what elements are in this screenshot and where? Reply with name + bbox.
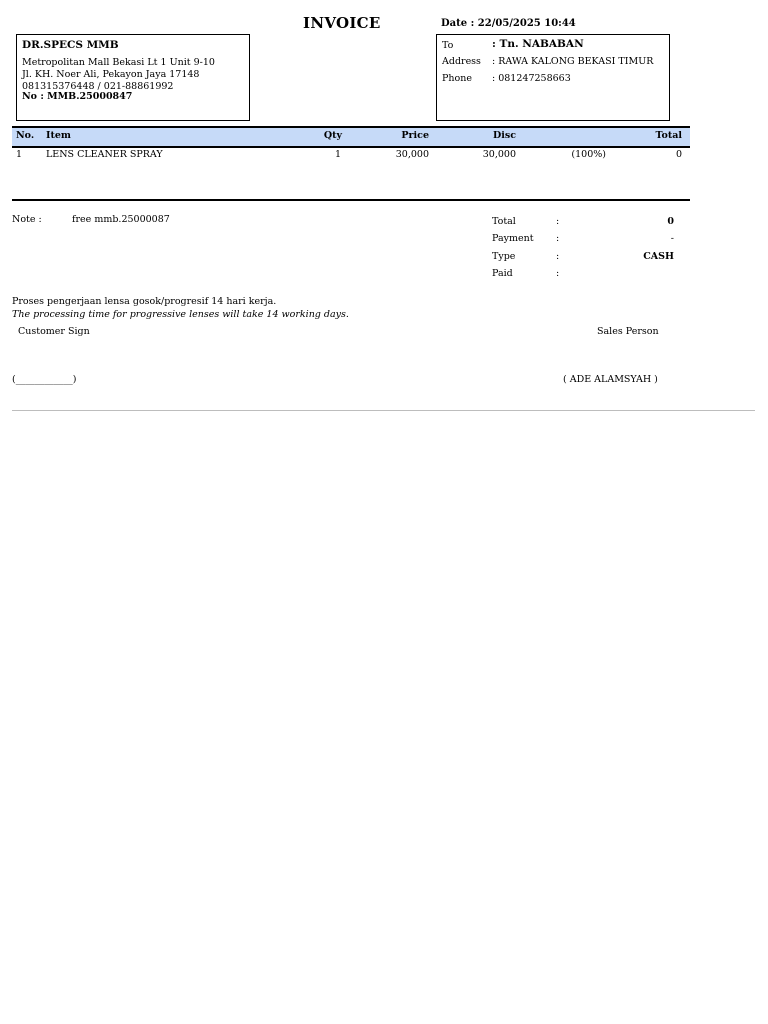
- row-price: 30,000: [395, 149, 429, 160]
- row-no: 1: [16, 149, 23, 160]
- customer-phone: : 081247258663: [492, 73, 571, 84]
- summary-payment-value: -: [670, 233, 674, 244]
- store-name: DR.SPECS MMB: [22, 39, 119, 51]
- col-qty-header: Qty: [323, 130, 342, 141]
- customer-name: : Tn. NABABAN: [492, 38, 584, 50]
- summary-total-label: Total: [492, 216, 516, 227]
- invoice-title: INVOICE: [303, 14, 381, 32]
- col-no-header: No.: [16, 130, 35, 141]
- col-price-header: Price: [401, 130, 429, 141]
- sales-person-name: ( ADE ALAMSYAH ): [563, 374, 658, 385]
- sales-person-label: Sales Person: [597, 326, 659, 337]
- customer-address-label: Address: [442, 56, 481, 67]
- processing-note-en: The processing time for progressive lenses will take 14 working days.: [12, 309, 349, 320]
- store-phone: 081315376448 / 021-88861992: [22, 81, 174, 92]
- table-row: [12, 149, 690, 163]
- col-disc-header: Disc: [493, 130, 516, 141]
- processing-note-id: Proses pengerjaan lensa gosok/progresif 14 hari kerja.: [12, 296, 277, 307]
- col-total-header: Total: [655, 130, 682, 141]
- summary-total-value: 0: [667, 216, 674, 227]
- col-item-header: Item: [46, 130, 71, 141]
- table-bottom-rule: [12, 199, 690, 201]
- customer-info-box: [436, 34, 670, 121]
- invoice-number: No : MMB.25000847: [22, 91, 133, 102]
- row-total: 0: [675, 149, 682, 160]
- summary-type-colon: :: [556, 251, 560, 262]
- page-divider: [12, 410, 755, 411]
- row-disc-percent: (100%): [571, 149, 606, 160]
- row-disc: 30,000: [482, 149, 516, 160]
- customer-sign-label: Customer Sign: [18, 326, 90, 337]
- items-table-header: [12, 126, 690, 148]
- invoice-date: Date : 22/05/2025 10:44: [441, 18, 576, 29]
- customer-to-label: To: [442, 40, 454, 51]
- summary-payment-label: Payment: [492, 233, 534, 244]
- summary-type-label: Type: [492, 251, 516, 262]
- store-address-line2: Jl. KH. Noer Ali, Pekayon Jaya 17148: [22, 69, 200, 80]
- store-info-box: [16, 34, 250, 121]
- note-value: free mmb.25000087: [72, 214, 170, 225]
- summary-type-value: CASH: [643, 251, 674, 262]
- summary-total-colon: :: [556, 216, 560, 227]
- customer-signature-line: (____________): [12, 374, 77, 385]
- row-qty: 1: [334, 149, 341, 160]
- summary-paid-label: Paid: [492, 268, 513, 279]
- note-label: Note :: [12, 214, 42, 225]
- row-item: LENS CLEANER SPRAY: [46, 149, 163, 160]
- summary-paid-colon: :: [556, 268, 560, 279]
- summary-payment-colon: :: [556, 233, 560, 244]
- store-address-line1: Metropolitan Mall Bekasi Lt 1 Unit 9-10: [22, 57, 215, 68]
- customer-address: : RAWA KALONG BEKASI TIMUR: [492, 56, 654, 67]
- customer-phone-label: Phone: [442, 73, 472, 84]
